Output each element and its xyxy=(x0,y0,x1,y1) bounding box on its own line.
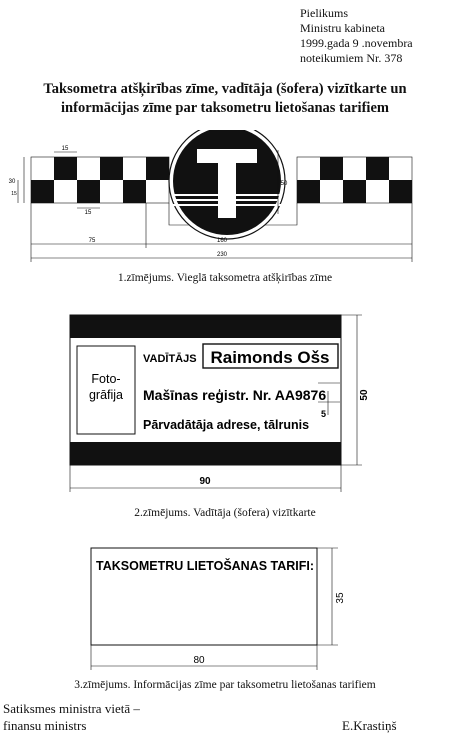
taxi-logo-icon xyxy=(169,130,285,239)
photo-label-2: grāfija xyxy=(88,388,124,402)
annex-line-1: Pielikums xyxy=(300,6,349,20)
dim-15-top: 15 xyxy=(61,146,69,152)
signatory-name: E.Krastiņš xyxy=(342,718,397,733)
driver-name: Raimonds Ošs xyxy=(210,348,330,367)
checker-left xyxy=(31,157,169,203)
annex-line-4: noteikumiem Nr. 378 xyxy=(300,51,403,65)
driver-label: VADĪTĀJS xyxy=(143,353,197,365)
figure-2-caption: 2.zīmējums. Vadītāja (šofera) vizītkarte xyxy=(134,507,316,519)
dim-30: 30 xyxy=(8,179,16,185)
dim-90: 90 xyxy=(199,476,211,487)
taxi-sign-figure xyxy=(0,130,450,270)
annex-line-2: Ministru kabineta xyxy=(300,21,385,35)
signatory-line-2: finansu ministrs xyxy=(3,718,87,733)
annex-line-3: 1999.gada 9 .novembra xyxy=(300,36,413,50)
dim-15-bottom: 15 xyxy=(84,210,92,216)
checker-right xyxy=(297,157,412,203)
document-title-line-1: Taksometra atšķirības zīme, vadītāja (šofera) vizītkarte un xyxy=(43,81,407,97)
card-bottom-stripe xyxy=(70,442,341,465)
tariff-sign-figure xyxy=(0,538,450,678)
dim-230: 230 xyxy=(216,252,228,258)
dim-5: 5 xyxy=(321,409,327,419)
dim-35: 35 xyxy=(335,592,346,604)
address-text: Pārvadātāja adrese, tālrunis xyxy=(143,418,310,432)
annex-header xyxy=(300,6,413,66)
document-title xyxy=(0,80,450,118)
card-top-stripe xyxy=(70,315,341,338)
driver-card-figure xyxy=(0,305,450,505)
dim-50: 50 xyxy=(280,181,288,187)
document-title-line-2: informācijas zīme par taksometru lietošanas tarifiem xyxy=(61,100,389,116)
signatory-line-1: Satiksmes ministra vietā – xyxy=(3,701,140,716)
dim-160: 160 xyxy=(216,238,228,244)
signatory-block xyxy=(3,700,140,734)
dim-15-vertical: 15 xyxy=(11,191,17,197)
figure-3-caption: 3.zīmējums. Informācijas zīme par taksometru lietošanas tarifiem xyxy=(74,679,376,691)
dim-50-card: 50 xyxy=(359,389,370,401)
figure-1-caption: 1.zīmējums. Vieglā taksometra atšķirības zīme xyxy=(117,272,333,284)
registration-text: Mašīnas reģistr. Nr. AA9876 xyxy=(143,387,327,403)
dim-80: 80 xyxy=(193,655,205,666)
tariff-header: TAKSOMETRU LIETOŠANAS TARIFI: xyxy=(96,559,315,573)
dim-75: 75 xyxy=(88,238,96,244)
photo-label-1: Foto- xyxy=(91,372,121,386)
